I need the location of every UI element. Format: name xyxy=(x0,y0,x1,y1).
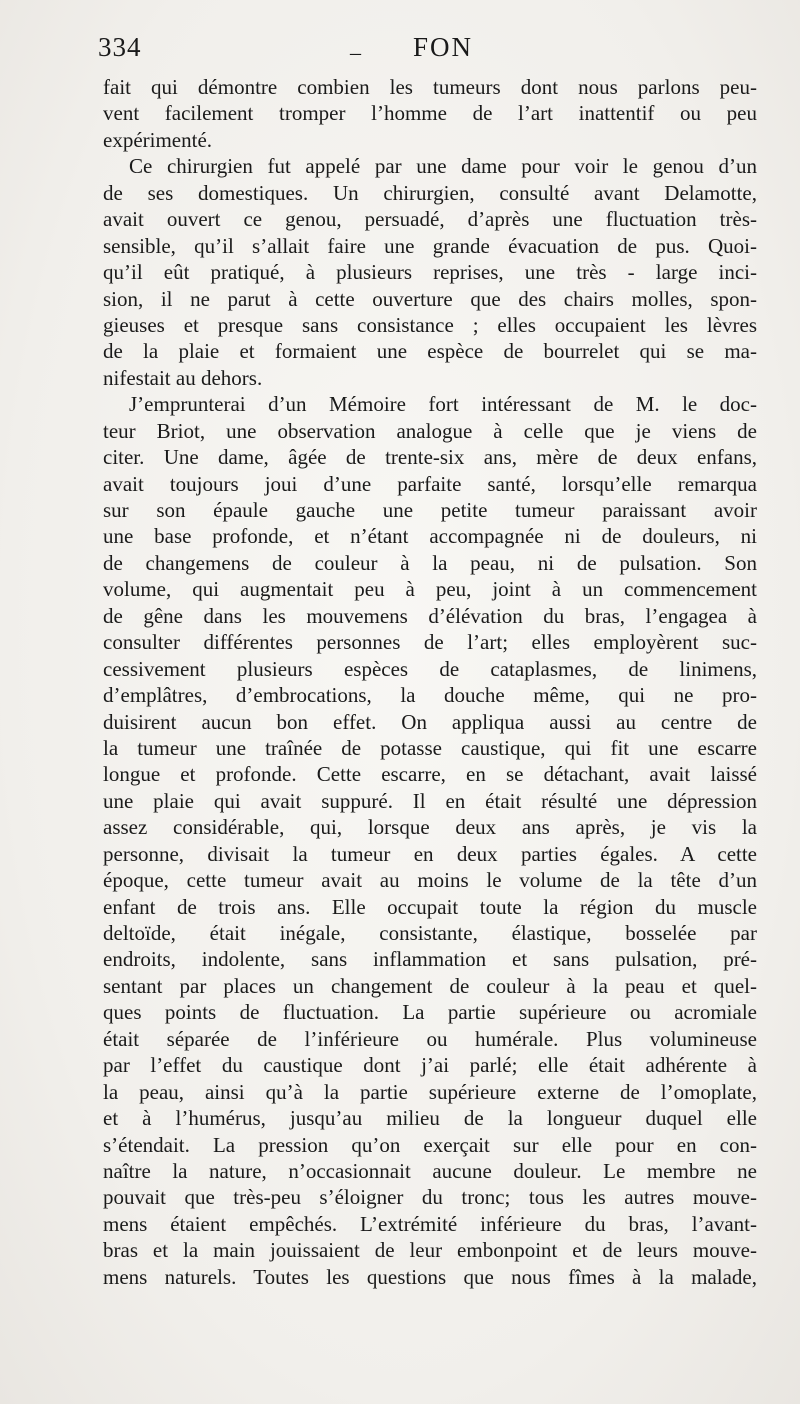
text-line: duisirent aucun bon effet. On appliqua aussi au centre de xyxy=(103,709,757,734)
text-line: s’étendait. La pression qu’on exerçait sur elle pour en con- xyxy=(103,1132,757,1157)
text-line: de gêne dans les mouvemens d’élévation du bras, l’engagea à xyxy=(103,603,757,628)
text-line: et à l’humérus, jusqu’au milieu de la longueur duquel elle xyxy=(103,1106,757,1131)
text-line: fait qui démontre combien les tumeurs dont nous parlons peu- xyxy=(103,75,757,99)
text-line: consulter différentes personnes de l’art; elles employèrent suc- xyxy=(103,630,757,655)
text-line: gieuses et presque sans consistance ; elles occupaient les lèvres xyxy=(103,312,757,337)
text-line: pouvait que très-peu s’éloigner du tronc; tous les autres mouve- xyxy=(103,1185,757,1210)
text-line: était séparée de l’inférieure ou humérale. Plus volumineuse xyxy=(103,1026,757,1051)
text-line: mens naturels. Toutes les questions que nous fîmes à la malade, xyxy=(103,1264,757,1289)
text-line: citer. Une dame, âgée de trente-six ans, mère de deux enfans, xyxy=(103,445,757,470)
text-line: deltoïde, était inégale, consistante, élastique, bosselée par xyxy=(103,921,757,945)
text-line: Ce chirurgien fut appelé par une dame pour voir le genou d’un xyxy=(129,154,757,179)
text-line: volume, qui augmentait peu à peu, joint à un commencement xyxy=(103,577,757,602)
text-line: assez considérable, qui, lorsque deux ans après, je vis la xyxy=(103,815,757,840)
text-line: la peau, ainsi qu’à la partie supérieure externe de l’omoplate, xyxy=(103,1079,757,1104)
text-line: par l’effet du caustique dont j’ai parlé; elle était adhérente à xyxy=(103,1053,757,1078)
text-line: longue et profonde. Cette escarre, en se détachant, avait laissé xyxy=(103,762,757,787)
text-line: qu’il eût pratiqué, à plusieurs reprises, une très - large inci- xyxy=(103,260,757,285)
text-line: J’emprunterai d’un Mémoire fort intéressant de M. le doc- xyxy=(129,392,757,417)
text-line: avait toujours joui d’une parfaite santé, lorsqu’elle remarqua xyxy=(103,471,757,496)
text-line: vent facilement tromper l’homme de l’art inattentif ou peu xyxy=(103,101,757,126)
text-line: la tumeur une traînée de potasse caustique, qui fit une escarre xyxy=(103,735,757,760)
text-line: une base profonde, et n’étant accompagnée ni de douleurs, ni xyxy=(103,524,757,549)
text-line: de changemens de couleur à la peau, ni de pulsation. Son xyxy=(103,550,757,575)
header-dash: _ xyxy=(350,32,361,57)
text-line: sensible, qu’il s’allait faire une grande évacuation de pus. Quoi- xyxy=(103,233,757,258)
text-line: époque, cette tumeur avait au moins le volume de la tête d’un xyxy=(103,868,757,893)
text-line: d’emplâtres, d’embrocations, la douche même, qui ne pro- xyxy=(103,683,757,708)
running-head: FON xyxy=(413,32,474,62)
text-line: nifestait au dehors. xyxy=(103,365,263,390)
text-line: bras et la main jouissaient de leur embonpoint et de leurs mouve- xyxy=(103,1238,757,1263)
text-line: sentant par places un changement de couleur à la peau et quel- xyxy=(103,973,757,998)
text-line: cessivement plusieurs espèces de cataplasmes, de linimens, xyxy=(103,656,757,681)
text-line: de la plaie et formaient une espèce de bourrelet qui se ma- xyxy=(103,339,757,364)
text-line: teur Briot, une observation analogue à celle que je viens de xyxy=(103,418,757,443)
text-line: sur son épaule gauche une petite tumeur paraissant avoir xyxy=(103,498,757,522)
page-header xyxy=(98,32,758,72)
text-line: mens étaient empêchés. L’extrémité inférieure du bras, l’avant- xyxy=(103,1211,757,1236)
text-line: expérimenté. xyxy=(103,127,213,152)
page-number: 334 xyxy=(98,32,142,62)
text-line: enfant de trois ans. Elle occupait toute la région du muscle xyxy=(103,894,757,919)
text-line: sion, il ne parut à cette ouverture que des chairs molles, spon- xyxy=(103,286,757,311)
body-text xyxy=(103,74,757,1290)
text-line: endroits, indolente, sans inflammation et sans pulsation, pré- xyxy=(103,947,757,972)
text-line: naître la nature, n’occasionnait aucune douleur. Le membre ne xyxy=(103,1158,757,1183)
text-line: une plaie qui avait suppuré. Il en était résulté une dépression xyxy=(103,788,757,813)
text-line: avait ouvert ce genou, persuadé, d’après une fluctuation très- xyxy=(103,207,757,232)
text-line: ques points de fluctuation. La partie supérieure ou acromiale xyxy=(103,1000,757,1025)
text-line: personne, divisait la tumeur en deux parties égales. A cette xyxy=(103,841,757,866)
text-line: de ses domestiques. Un chirurgien, consulté avant Delamotte, xyxy=(103,180,757,205)
